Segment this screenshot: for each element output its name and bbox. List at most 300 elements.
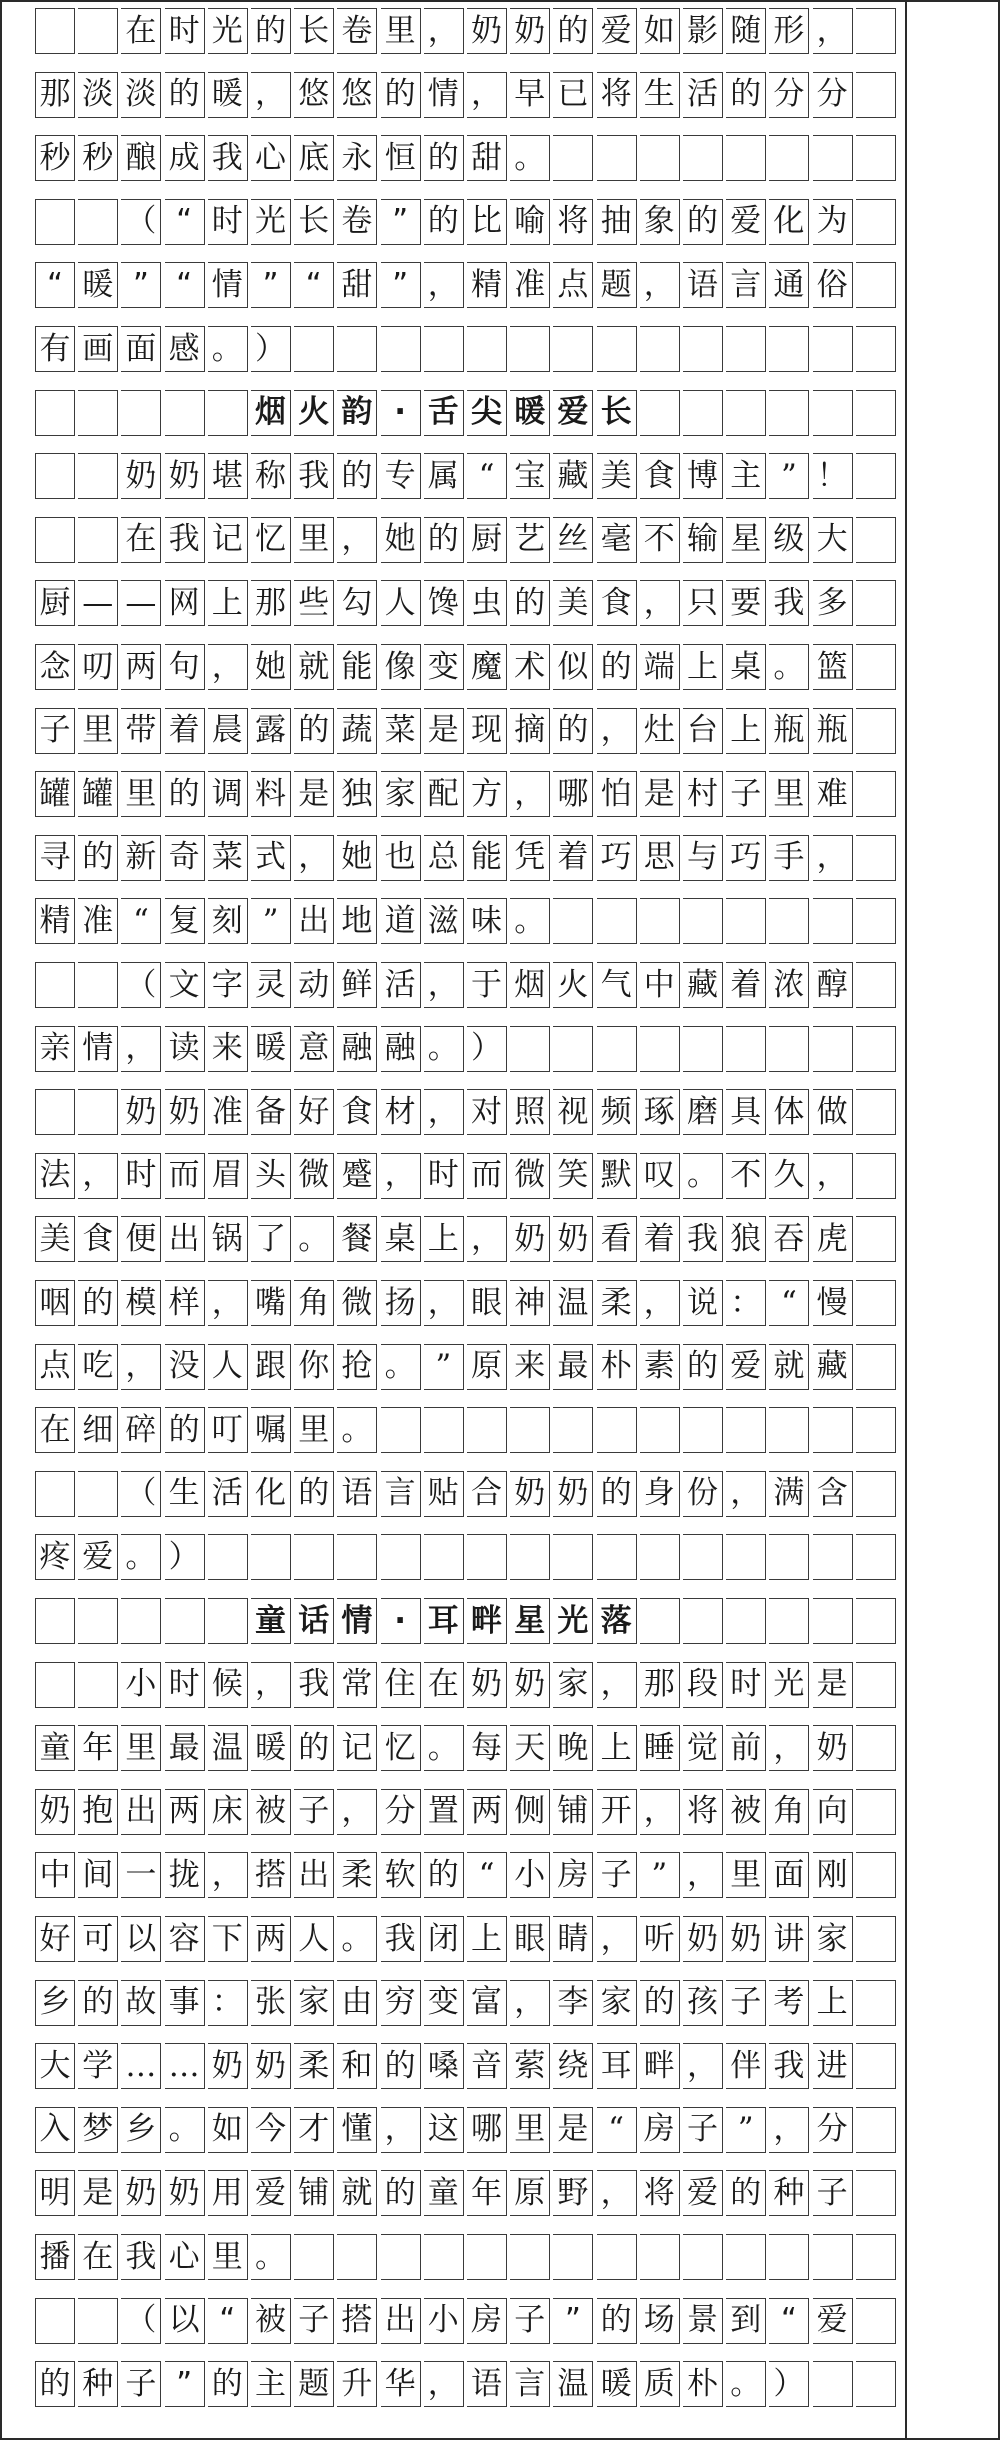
grid-cell xyxy=(35,1471,75,1517)
grid-cell xyxy=(640,2043,680,2089)
grid-cell xyxy=(208,708,248,754)
grid-character: 的 xyxy=(600,648,632,685)
grid-character: 道 xyxy=(384,902,416,939)
grid-cell xyxy=(78,2361,118,2407)
grid-character: 我 xyxy=(384,1920,416,1957)
grid-cell xyxy=(467,517,507,563)
grid-cell xyxy=(165,580,205,626)
grid-cell xyxy=(510,199,550,245)
grid-character: 分 xyxy=(816,76,848,113)
grid-character: 出 xyxy=(298,902,330,939)
grid-character: 凭 xyxy=(514,839,546,876)
grid-character: 的 xyxy=(600,1475,632,1512)
grid-cell xyxy=(856,1980,896,2026)
grid-cell xyxy=(683,1280,723,1326)
grid-character: 的 xyxy=(427,521,459,558)
grid-character: 食 xyxy=(341,1093,373,1130)
grid-cell xyxy=(165,72,205,118)
grid-cell xyxy=(424,1280,464,1326)
grid-cell xyxy=(78,644,118,690)
grid-character: 种 xyxy=(773,2174,805,2211)
grid-character: 小 xyxy=(427,2302,459,2339)
grid-cell xyxy=(553,1026,593,1072)
grid-character: 题 xyxy=(600,266,632,303)
grid-cell xyxy=(424,72,464,118)
grid-cell xyxy=(726,644,766,690)
grid-cell xyxy=(294,1344,334,1390)
grid-character: 情 xyxy=(341,1602,373,1639)
grid-character: 小 xyxy=(514,1856,546,1893)
grid-character: 甜 xyxy=(471,139,502,176)
grid-cell xyxy=(597,1153,637,1199)
grid-cell xyxy=(208,771,248,817)
grid-character: 。 xyxy=(514,139,546,176)
grid-character: 桌 xyxy=(730,648,762,685)
grid-character: 里 xyxy=(298,521,330,558)
grid-character: 味 xyxy=(471,902,502,939)
grid-character: 。 xyxy=(730,2365,762,2402)
grid-cell xyxy=(553,390,593,436)
grid-cell xyxy=(726,771,766,817)
grid-character: 张 xyxy=(255,1984,286,2021)
grid-character: ” xyxy=(651,1856,668,1893)
grid-cell xyxy=(467,2043,507,2089)
grid-character: 食 xyxy=(643,457,675,494)
grid-character: 言 xyxy=(514,2365,546,2402)
grid-cell xyxy=(597,1216,637,1262)
grid-cell xyxy=(856,1026,896,1072)
grid-cell xyxy=(726,517,766,563)
grid-cell xyxy=(597,1344,637,1390)
grid-character: 美 xyxy=(39,1220,71,1257)
grid-cell xyxy=(813,1852,853,1898)
grid-character: 生 xyxy=(168,1475,200,1512)
grid-cell xyxy=(165,771,205,817)
grid-character: ” xyxy=(132,266,149,303)
grid-cell xyxy=(510,1916,550,1962)
grid-cell xyxy=(337,1280,377,1326)
grid-character: 床 xyxy=(211,1793,243,1830)
grid-cell xyxy=(294,1662,334,1708)
grid-cell xyxy=(35,962,75,1008)
grid-cell xyxy=(597,708,637,754)
grid-character: 的 xyxy=(557,712,589,749)
grid-cell xyxy=(35,1280,75,1326)
grid-character: 抱 xyxy=(82,1793,114,1830)
grid-cell xyxy=(467,1344,507,1390)
grid-character: 新 xyxy=(125,839,157,876)
grid-cell xyxy=(208,1407,248,1453)
grid-cell xyxy=(165,898,205,944)
grid-character: 最 xyxy=(557,1348,589,1385)
grid-character: ” xyxy=(737,2111,754,2148)
grid-cell xyxy=(208,1344,248,1390)
grid-cell xyxy=(165,2170,205,2216)
grid-cell xyxy=(597,962,637,1008)
grid-character: 两 xyxy=(168,1793,200,1830)
grid-cell xyxy=(813,898,853,944)
grid-character: 穷 xyxy=(384,1984,416,2021)
grid-cell xyxy=(337,580,377,626)
grid-cell xyxy=(683,453,723,499)
grid-character: 铺 xyxy=(557,1793,589,1830)
grid-cell xyxy=(165,1280,205,1326)
grid-character: 艺 xyxy=(514,521,546,558)
grid-cell xyxy=(597,8,637,54)
grid-cell xyxy=(467,199,507,245)
grid-cell xyxy=(35,1407,75,1453)
grid-cell xyxy=(78,1725,118,1771)
grid-cell xyxy=(813,1725,853,1771)
grid-cell xyxy=(35,898,75,944)
grid-character: 准 xyxy=(211,1093,243,1130)
grid-character: 暖 xyxy=(211,76,243,113)
grid-cell xyxy=(726,1471,766,1517)
grid-cell xyxy=(251,1026,291,1072)
grid-cell xyxy=(856,453,896,499)
grid-character: 神 xyxy=(514,1284,546,1321)
grid-cell xyxy=(813,517,853,563)
grid-cell xyxy=(424,1916,464,1962)
grid-cell xyxy=(208,1280,248,1326)
grid-character: 备 xyxy=(255,1093,286,1130)
grid-cell xyxy=(35,835,75,881)
grid-character: 。 xyxy=(341,1411,373,1448)
grid-character: 卷 xyxy=(341,12,373,49)
grid-cell xyxy=(35,2234,75,2280)
grid-cell xyxy=(165,453,205,499)
grid-character: 暖 xyxy=(82,266,114,303)
grid-character: 晨 xyxy=(211,712,243,749)
grid-cell xyxy=(769,262,809,308)
grid-cell xyxy=(813,644,853,690)
grid-character: 题 xyxy=(298,2365,330,2402)
grid-cell xyxy=(337,390,377,436)
grid-character: 村 xyxy=(687,775,718,812)
grid-cell xyxy=(337,898,377,944)
grid-character: 博 xyxy=(687,457,718,494)
grid-character: 软 xyxy=(384,1856,416,1893)
grid-character: 蔬 xyxy=(341,712,373,749)
grid-cell xyxy=(121,962,161,1008)
grid-character: 记 xyxy=(211,521,243,558)
grid-cell xyxy=(467,1662,507,1708)
grid-cell xyxy=(553,1662,593,1708)
grid-cell xyxy=(813,1789,853,1835)
grid-character: 的 xyxy=(39,2365,71,2402)
grid-character: 今 xyxy=(255,2111,286,2148)
grid-character: 柔 xyxy=(600,1284,632,1321)
grid-cell xyxy=(467,1471,507,1517)
grid-cell xyxy=(553,1789,593,1835)
grid-cell xyxy=(251,1471,291,1517)
grid-cell xyxy=(553,8,593,54)
grid-cell xyxy=(769,1216,809,1262)
grid-character: 上 xyxy=(211,584,243,621)
grid-character: 只 xyxy=(687,584,718,621)
grid-cell xyxy=(553,708,593,754)
grid-cell xyxy=(251,708,291,754)
grid-cell xyxy=(251,1852,291,1898)
grid-cell xyxy=(424,708,464,754)
grid-cell xyxy=(165,1471,205,1517)
grid-character: 灶 xyxy=(643,712,675,749)
grid-cell xyxy=(78,1407,118,1453)
grid-cell xyxy=(121,1471,161,1517)
grid-cell xyxy=(640,262,680,308)
grid-cell xyxy=(294,1916,334,1962)
grid-character: 而 xyxy=(168,1157,200,1194)
grid-cell xyxy=(769,1534,809,1580)
grid-character: ， xyxy=(125,1030,157,1067)
grid-cell xyxy=(769,2234,809,2280)
grid-cell xyxy=(251,1662,291,1708)
grid-cell xyxy=(78,8,118,54)
grid-cell xyxy=(769,517,809,563)
grid-cell xyxy=(165,2043,205,2089)
grid-cell xyxy=(381,1407,421,1453)
grid-character: 意 xyxy=(298,1030,330,1067)
grid-cell xyxy=(769,326,809,372)
grid-character: 才 xyxy=(298,2111,330,2148)
grid-cell xyxy=(769,1407,809,1453)
grid-cell xyxy=(856,2234,896,2280)
grid-cell xyxy=(726,199,766,245)
grid-character: 着 xyxy=(730,966,762,1003)
grid-character: 两 xyxy=(471,1793,502,1830)
grid-character: 随 xyxy=(730,12,762,49)
grid-character: 爱 xyxy=(557,394,589,431)
grid-cell xyxy=(294,2361,334,2407)
grid-cell xyxy=(424,1471,464,1517)
grid-character: 淡 xyxy=(125,76,157,113)
grid-cell xyxy=(510,898,550,944)
grid-character: 房 xyxy=(557,1856,589,1893)
grid-character: 里 xyxy=(773,775,805,812)
grid-cell xyxy=(726,1153,766,1199)
grid-character: 份 xyxy=(687,1475,718,1512)
grid-character: … xyxy=(125,2047,157,2084)
grid-character: 的 xyxy=(600,2302,632,2339)
grid-character: 种 xyxy=(82,2365,114,2402)
grid-cell xyxy=(208,1216,248,1262)
grid-cell xyxy=(597,898,637,944)
grid-character: 懂 xyxy=(341,2111,373,2148)
grid-character: 浓 xyxy=(773,966,805,1003)
grid-cell xyxy=(251,1916,291,1962)
grid-character: 永 xyxy=(341,139,373,176)
grid-character: 出 xyxy=(384,2302,416,2339)
grid-character: 的 xyxy=(255,12,286,49)
grid-cell xyxy=(597,1280,637,1326)
grid-character: ， xyxy=(600,712,632,749)
grid-character: ， xyxy=(82,1157,114,1194)
grid-cell xyxy=(856,262,896,308)
grid-character: 式 xyxy=(255,839,286,876)
grid-cell xyxy=(251,199,291,245)
grid-cell xyxy=(640,580,680,626)
grid-character: 舌 xyxy=(427,394,459,431)
grid-cell xyxy=(251,262,291,308)
grid-character: 分 xyxy=(816,2111,848,2148)
grid-cell xyxy=(726,326,766,372)
grid-character: 大 xyxy=(39,2047,71,2084)
grid-cell xyxy=(35,708,75,754)
grid-cell xyxy=(467,1789,507,1835)
grid-character: （ xyxy=(125,203,157,240)
grid-cell xyxy=(640,898,680,944)
grid-cell xyxy=(813,453,853,499)
grid-cell xyxy=(121,708,161,754)
grid-character: 专 xyxy=(384,457,416,494)
grid-character: ） xyxy=(255,330,286,367)
grid-cell xyxy=(381,1980,421,2026)
grid-cell xyxy=(726,2361,766,2407)
grid-cell xyxy=(856,1089,896,1135)
grid-character: 每 xyxy=(471,1729,502,1766)
grid-character: 乡 xyxy=(125,2111,157,2148)
grid-character: 我 xyxy=(773,2047,805,2084)
grid-character: … xyxy=(168,2047,200,2084)
grid-character: 在 xyxy=(82,2238,114,2275)
grid-cell xyxy=(769,1280,809,1326)
grid-character: 料 xyxy=(255,775,286,812)
grid-cell xyxy=(381,262,421,308)
grid-cell xyxy=(553,517,593,563)
grid-character: 暖 xyxy=(255,1729,286,1766)
grid-character: 地 xyxy=(341,902,373,939)
grid-cell xyxy=(467,72,507,118)
grid-cell xyxy=(208,2298,248,2344)
grid-character: 子 xyxy=(298,2302,330,2339)
grid-cell xyxy=(726,1598,766,1644)
grid-cell xyxy=(294,390,334,436)
grid-character: 搭 xyxy=(255,1856,286,1893)
grid-cell xyxy=(467,390,507,436)
grid-character: 叨 xyxy=(82,648,114,685)
grid-cell xyxy=(35,453,75,499)
grid-cell xyxy=(510,326,550,372)
grid-character: 时 xyxy=(427,1157,459,1194)
grid-character: 。 xyxy=(773,648,805,685)
grid-character: 画 xyxy=(82,330,114,367)
grid-cell xyxy=(121,453,161,499)
grid-cell xyxy=(381,1916,421,1962)
grid-character: 爱 xyxy=(255,2174,286,2211)
grid-cell xyxy=(813,580,853,626)
grid-cell xyxy=(467,962,507,1008)
grid-cell xyxy=(769,708,809,754)
grid-cell xyxy=(813,2170,853,2216)
grid-cell xyxy=(553,771,593,817)
grid-character: 温 xyxy=(557,2365,589,2402)
grid-cell xyxy=(510,1153,550,1199)
grid-cell xyxy=(683,1852,723,1898)
grid-cell xyxy=(510,2170,550,2216)
grid-cell xyxy=(251,1216,291,1262)
grid-character: 头 xyxy=(255,1157,286,1194)
grid-cell xyxy=(294,1725,334,1771)
grid-cell xyxy=(78,390,118,436)
grid-character: 忆 xyxy=(384,1729,416,1766)
grid-character: 而 xyxy=(471,1157,502,1194)
grid-cell xyxy=(683,326,723,372)
grid-cell xyxy=(683,771,723,817)
grid-character: 心 xyxy=(255,139,286,176)
grid-cell xyxy=(35,1916,75,1962)
grid-character: 的 xyxy=(168,76,200,113)
grid-cell xyxy=(165,2361,205,2407)
grid-character: 精 xyxy=(39,902,71,939)
grid-character: 长 xyxy=(600,394,632,431)
grid-cell xyxy=(813,1089,853,1135)
grid-cell xyxy=(294,453,334,499)
grid-character: 我 xyxy=(773,584,805,621)
grid-cell xyxy=(208,1598,248,1644)
grid-cell xyxy=(553,1089,593,1135)
grid-character: 被 xyxy=(255,1793,286,1830)
grid-cell xyxy=(597,2170,637,2216)
grid-character: ， xyxy=(514,775,546,812)
grid-character: 哪 xyxy=(557,775,589,812)
grid-character: 好 xyxy=(298,1093,330,1130)
grid-cell xyxy=(553,453,593,499)
grid-cell xyxy=(683,262,723,308)
grid-character: 。 xyxy=(125,1538,157,1575)
grid-character: 可 xyxy=(82,1920,114,1957)
grid-character: 点 xyxy=(557,266,589,303)
grid-character: 里 xyxy=(82,712,114,749)
grid-cell xyxy=(856,390,896,436)
grid-character: 乡 xyxy=(39,1984,71,2021)
grid-cell xyxy=(640,453,680,499)
grid-character: 象 xyxy=(643,203,675,240)
grid-cell xyxy=(597,1662,637,1708)
grid-cell xyxy=(640,135,680,181)
grid-cell xyxy=(208,2234,248,2280)
grid-cell xyxy=(467,1153,507,1199)
grid-character: 看 xyxy=(600,1220,632,1257)
grid-character: 的 xyxy=(298,1729,330,1766)
grid-cell xyxy=(78,1916,118,1962)
grid-character: ） xyxy=(773,2365,805,2402)
grid-character: 时 xyxy=(125,1157,157,1194)
grid-cell xyxy=(35,8,75,54)
grid-character: 咽 xyxy=(39,1284,71,1321)
grid-cell xyxy=(35,1662,75,1708)
grid-cell xyxy=(856,1407,896,1453)
grid-cell xyxy=(769,771,809,817)
grid-character: 。 xyxy=(384,1348,416,1385)
grid-cell xyxy=(510,135,550,181)
grid-cell xyxy=(510,1534,550,1580)
grid-cell xyxy=(510,835,550,881)
grid-cell xyxy=(165,1725,205,1771)
grid-cell xyxy=(683,1916,723,1962)
grid-cell xyxy=(510,1598,550,1644)
grid-cell xyxy=(813,326,853,372)
grid-character: ， xyxy=(643,266,675,303)
grid-cell xyxy=(121,835,161,881)
grid-cell xyxy=(165,1216,205,1262)
grid-cell xyxy=(251,1407,291,1453)
grid-cell xyxy=(208,326,248,372)
grid-character: 笑 xyxy=(557,1157,589,1194)
grid-cell xyxy=(35,1534,75,1580)
grid-character: 的 xyxy=(82,839,114,876)
grid-cell xyxy=(251,390,291,436)
grid-character: 晚 xyxy=(557,1729,589,1766)
